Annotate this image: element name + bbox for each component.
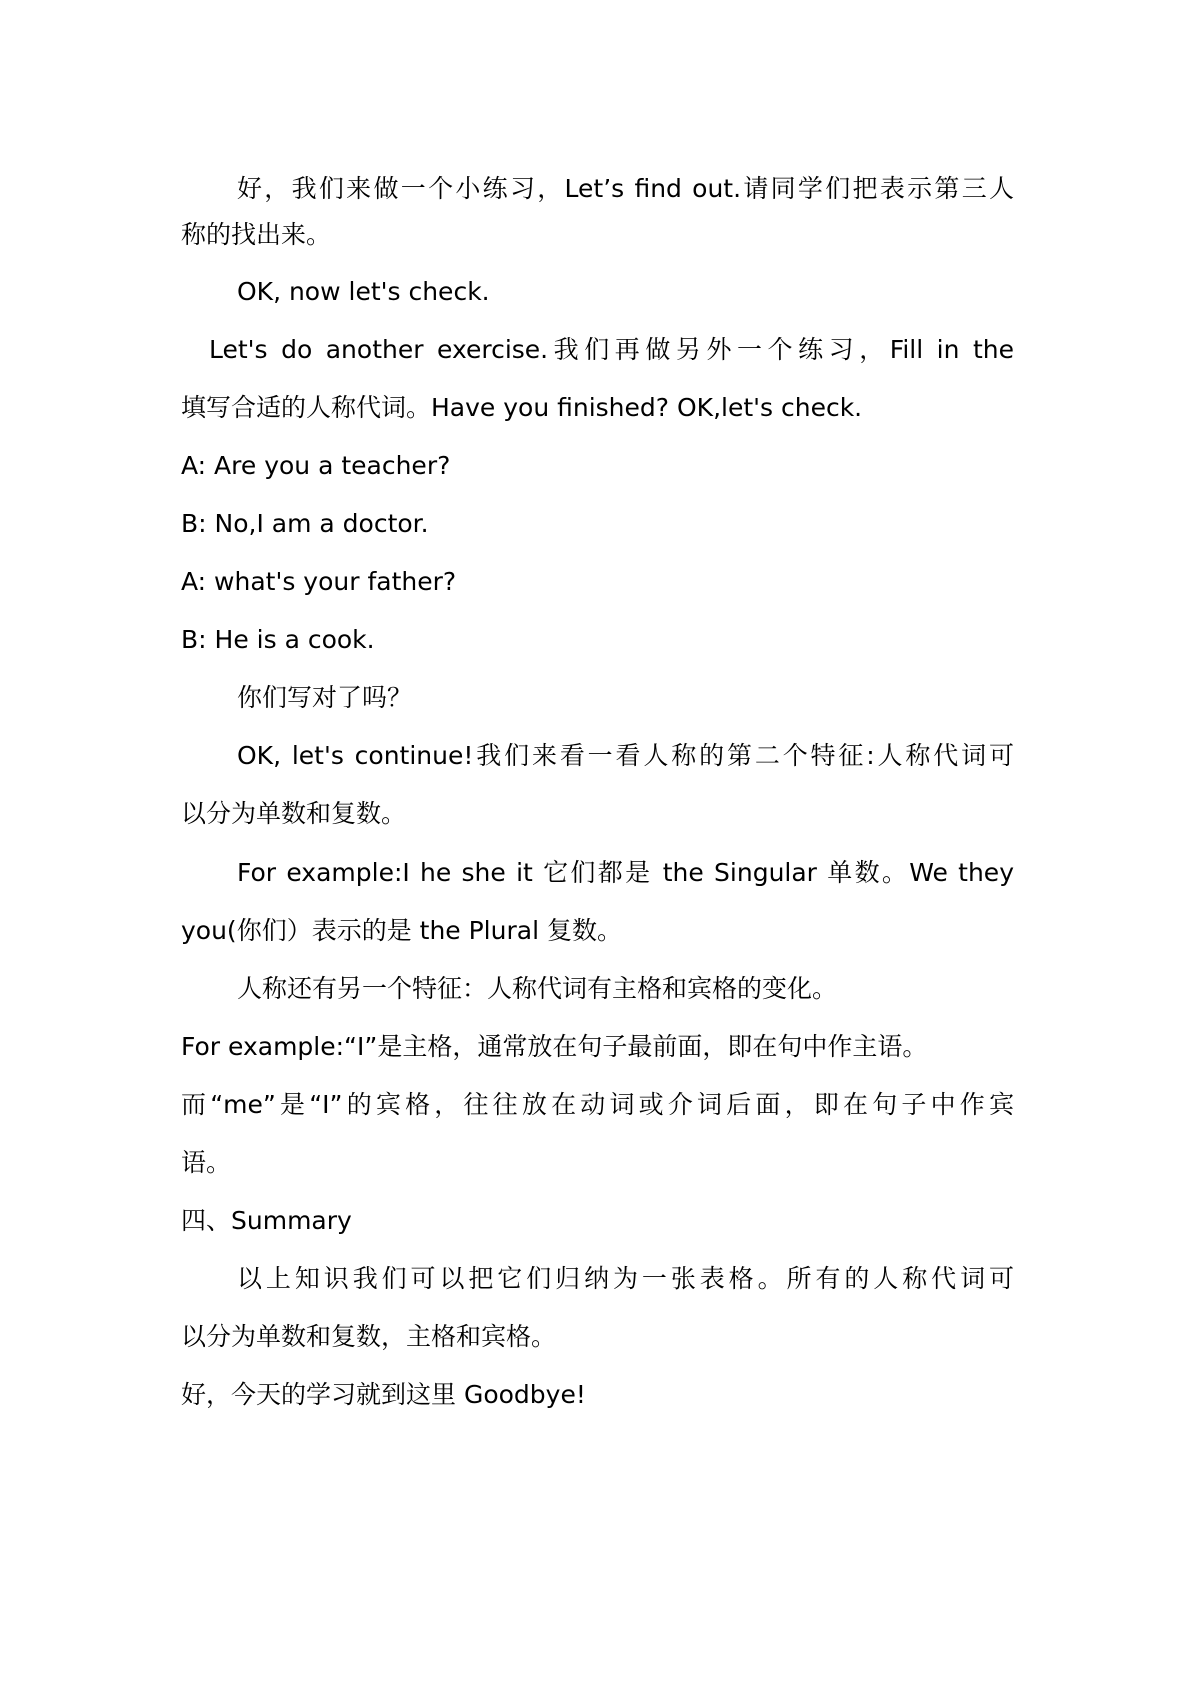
paragraph-line: 以分为单数和复数，主格和宾格。	[181, 1322, 557, 1351]
dialogue-line: A: Are you a teacher?	[181, 451, 451, 480]
paragraph-line: 称的找出来。	[181, 220, 332, 249]
paragraph-line: 填写合适的人称代词。Have you finished? OK,let's check.	[181, 393, 863, 422]
paragraph-line: 以上知识我们可以把它们归纳为一张表格。所有的人称代词可	[237, 1264, 1014, 1293]
section-heading: 四、Summary	[181, 1206, 352, 1235]
dialogue-line: B: No,I am a doctor.	[181, 509, 429, 538]
paragraph-line: you(你们）表示的是 the Plural 复数。	[181, 916, 622, 945]
paragraph-line: 好，我们来做一个小练习，Let’s find out.请同学们把表示第三人	[237, 174, 1014, 203]
paragraph-line: 而“me”是“I”的宾格，往往放在动词或介词后面，即在句子中作宾	[181, 1090, 1014, 1119]
paragraph-line: For example:I he she it 它们都是 the Singular 单数。We they	[237, 858, 1014, 887]
paragraph-line: 好，今天的学习就到这里 Goodbye!	[181, 1380, 586, 1409]
paragraph-line: 人称还有另一个特征：人称代词有主格和宾格的变化。	[237, 974, 838, 1003]
dialogue-line: A: what's your father?	[181, 567, 457, 596]
paragraph-line: For example:“I”是主格，通常放在句子最前面，即在句中作主语。	[181, 1032, 928, 1061]
paragraph-line: Let's do another exercise.我们再做另外一个练习，Fill in the	[209, 335, 1014, 364]
paragraph-line: OK, let's continue!我们来看一看人称的第二个特征:人称代词可	[237, 741, 1014, 770]
paragraph-line: 你们写对了吗？	[237, 683, 413, 712]
paragraph-line: 语。	[181, 1148, 232, 1177]
paragraph-line: OK, now let's check.	[237, 277, 490, 306]
dialogue-line: B: He is a cook.	[181, 625, 375, 654]
paragraph-line: 以分为单数和复数。	[181, 799, 407, 828]
